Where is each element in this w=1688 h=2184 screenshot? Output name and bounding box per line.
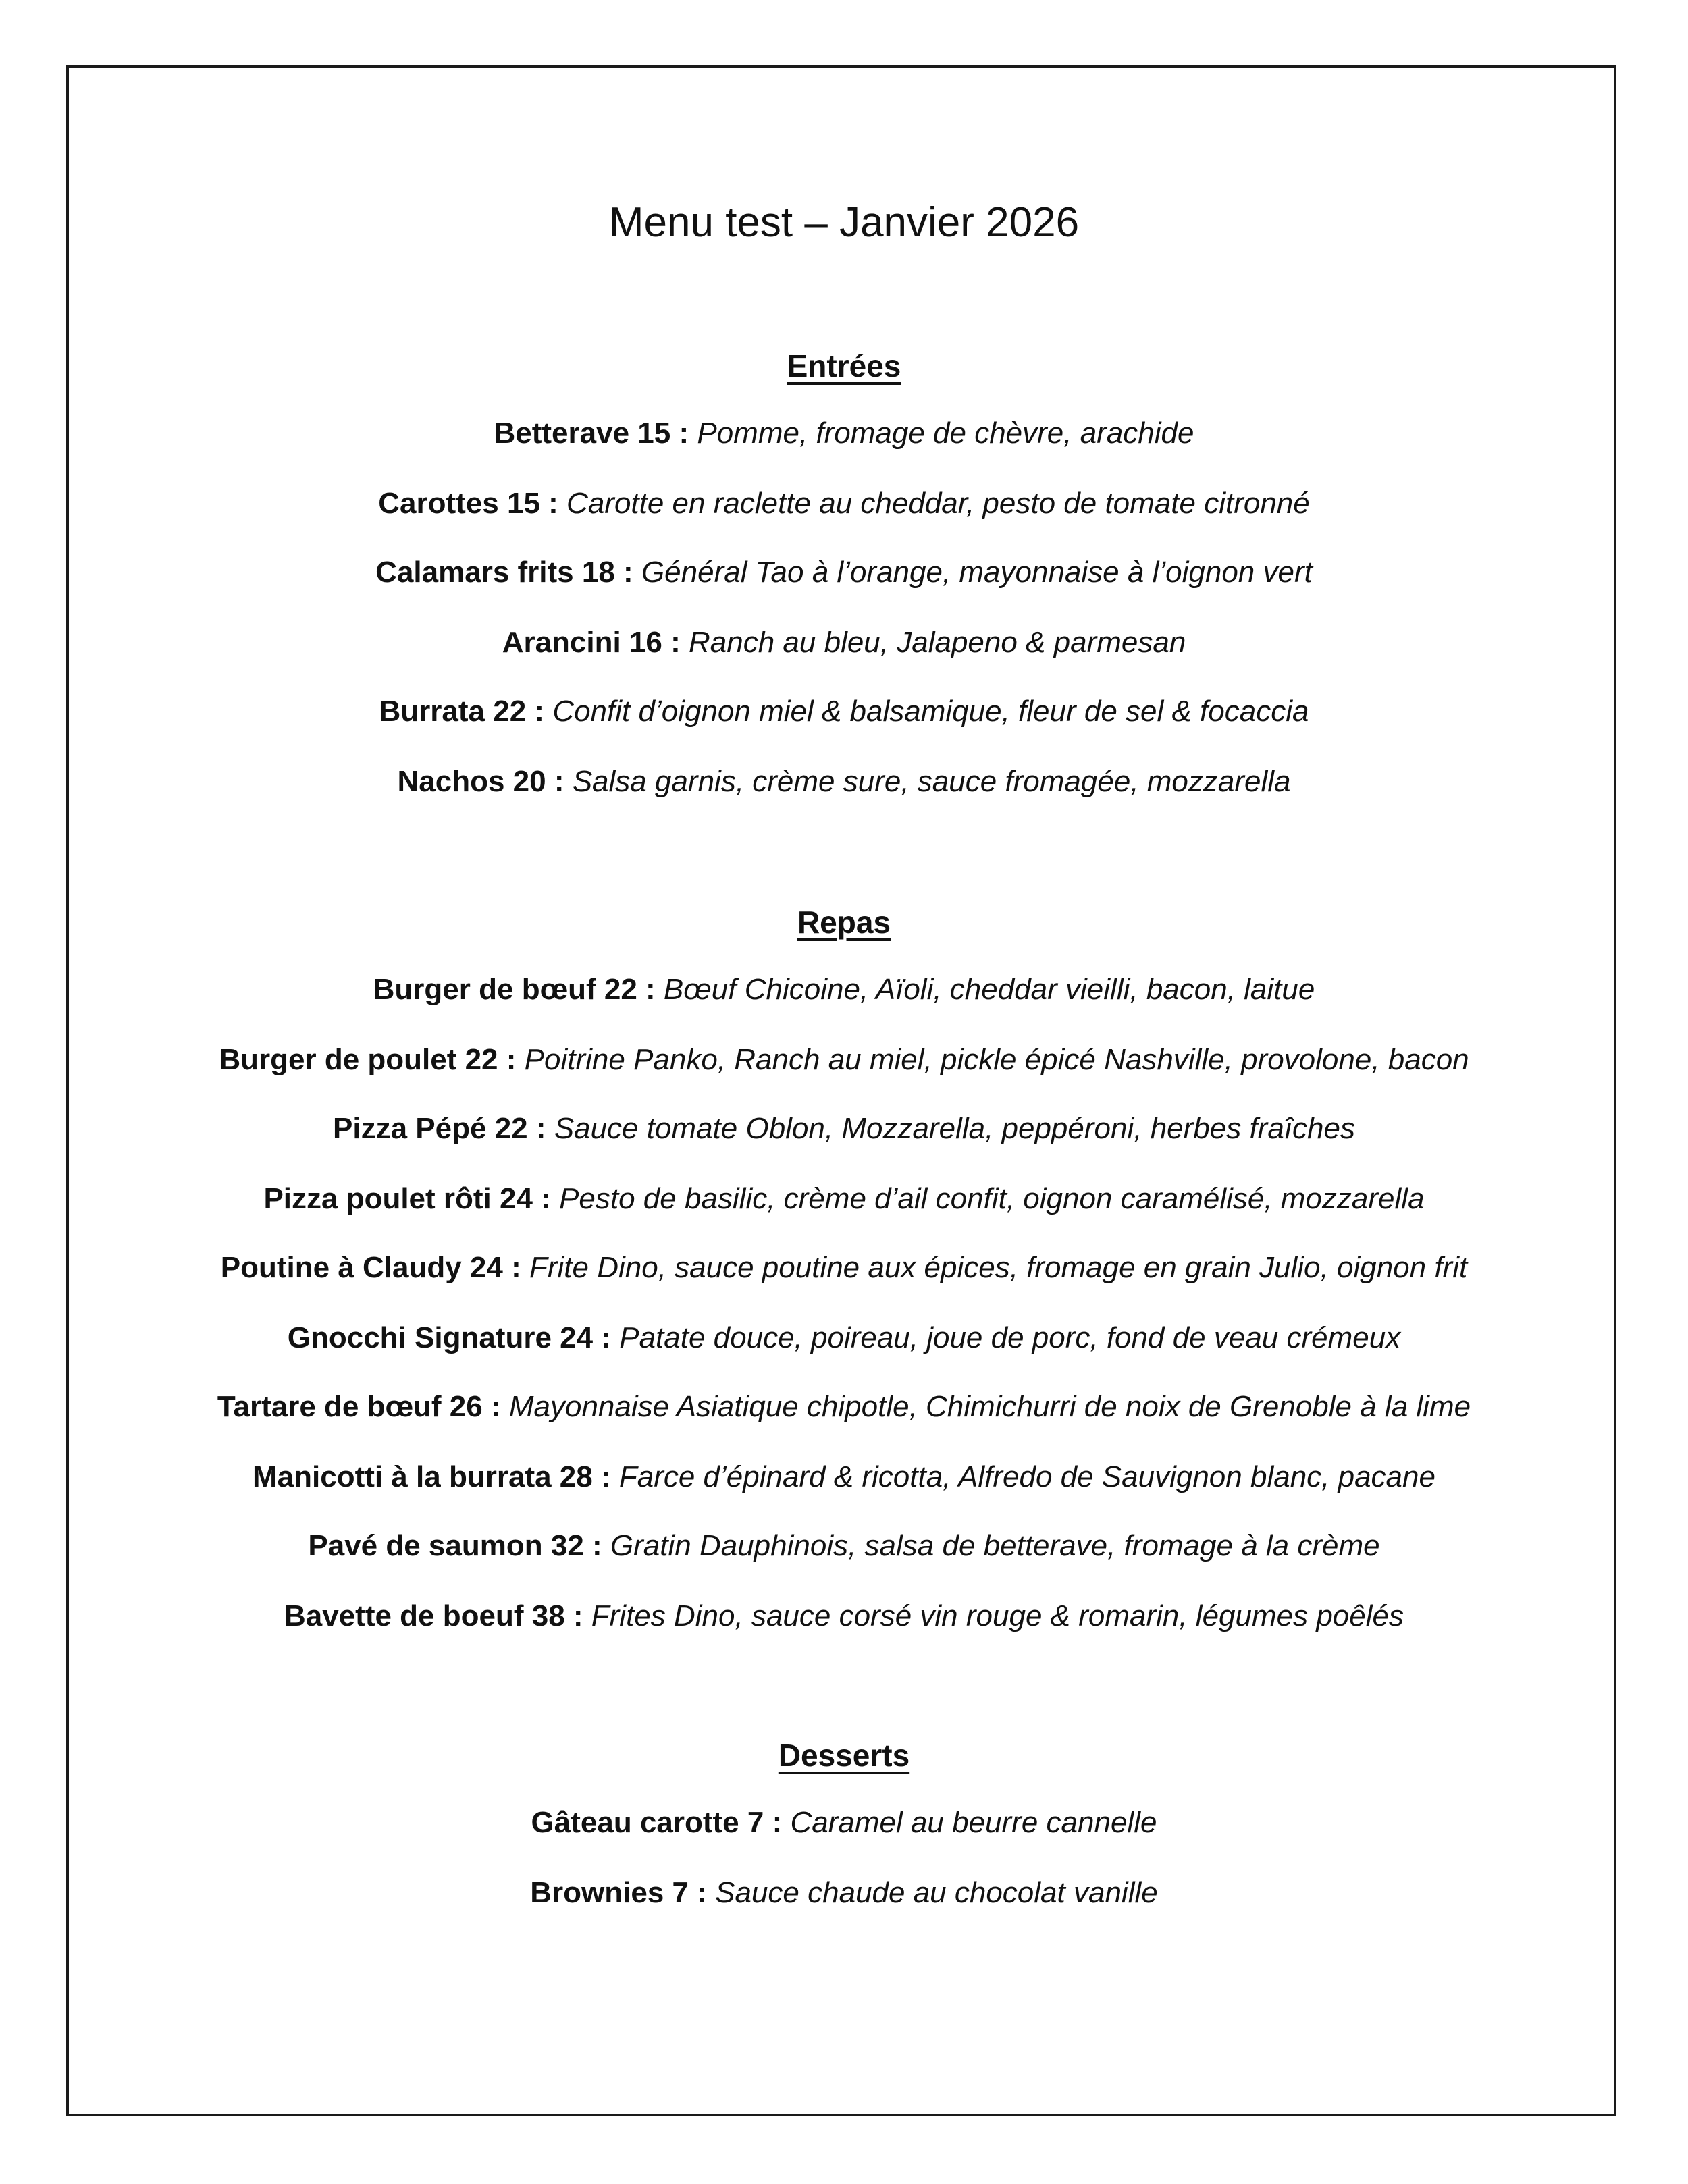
section-heading-desserts: Desserts — [778, 1738, 910, 1773]
menu-item: Carottes 15 : Carotte en raclette au cheddar, pesto de tomate citronné — [378, 487, 1310, 520]
menu-item: Burger de bœuf 22 : Bœuf Chicoine, Aïoli, cheddar vieilli, bacon, laitue — [373, 973, 1315, 1006]
menu-item: Pizza poulet rôti 24 : Pesto de basilic, crème d’ail confit, oignon caramélisé, mozzarella — [263, 1182, 1425, 1215]
menu-item: Tartare de bœuf 26 : Mayonnaise Asiatique chipotle, Chimichurri de noix de Grenoble à la lime — [217, 1390, 1471, 1423]
menu-item: Pizza Pépé 22 : Sauce tomate Oblon, Mozzarella, peppéroni, herbes fraîches — [333, 1112, 1355, 1145]
section-heading-entrees: Entrées — [787, 348, 901, 383]
menu-item: Pavé de saumon 32 : Gratin Dauphinois, salsa de betterave, fromage à la crème — [308, 1529, 1380, 1562]
menu-item: Arancini 16 : Ranch au bleu, Jalapeno & parmesan — [502, 626, 1186, 659]
menu-item: Betterave 15 : Pomme, fromage de chèvre, arachide — [494, 417, 1194, 450]
menu-item: Manicotti à la burrata 28 : Farce d’épinard & ricotta, Alfredo de Sauvignon blanc, pacane — [253, 1460, 1435, 1493]
menu-title: Menu test – Janvier 2026 — [608, 199, 1080, 246]
section-heading-repas: Repas — [797, 905, 891, 940]
menu-item: Nachos 20 : Salsa garnis, crème sure, sauce fromagée, mozzarella — [397, 765, 1291, 798]
menu-item: Poutine à Claudy 24 : Frite Dino, sauce poutine aux épices, fromage en grain Julio, oignon frit — [220, 1251, 1468, 1284]
menu-item: Gnocchi Signature 24 : Patate douce, poireau, joue de porc, fond de veau crémeux — [287, 1321, 1401, 1354]
menu-item: Gâteau carotte 7 : Caramel au beurre cannelle — [531, 1806, 1157, 1839]
menu-item: Bavette de boeuf 38 : Frites Dino, sauce corsé vin rouge & romarin, légumes poêlés — [284, 1599, 1404, 1632]
menu-item: Burger de poulet 22 : Poitrine Panko, Ranch au miel, pickle épicé Nashville, provolone, bacon — [219, 1043, 1469, 1076]
menu-item: Brownies 7 : Sauce chaude au chocolat vanille — [530, 1876, 1158, 1909]
menu-item: Calamars frits 18 : Général Tao à l’orange, mayonnaise à l’oignon vert — [375, 556, 1313, 589]
menu-item: Burrata 22 : Confit d’oignon miel & balsamique, fleur de sel & focaccia — [379, 695, 1309, 728]
